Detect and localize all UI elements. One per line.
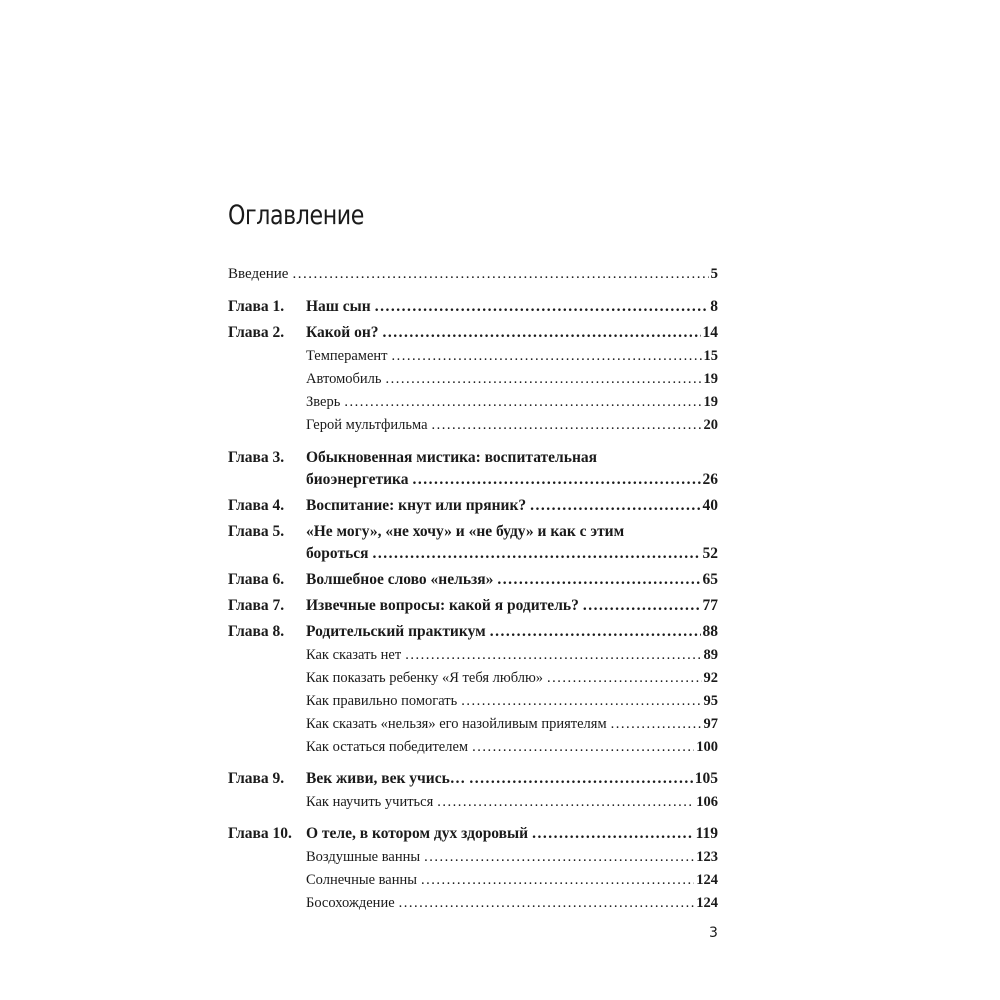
- chapter-title: «Не могу», «не хочу» и «не буду» и как с этим: [306, 523, 625, 540]
- section-title: Зверь: [306, 394, 341, 410]
- toc-chapter-3[interactable]: [228, 446, 718, 492]
- toc-page-number: 95: [703, 693, 718, 709]
- dot-leader: [383, 321, 701, 345]
- toc-page-number: 40: [702, 497, 718, 514]
- toc-section[interactable]: [228, 869, 718, 892]
- chapter-number: Глава 4.: [228, 497, 285, 514]
- toc-page-number: 97: [703, 716, 718, 732]
- toc-chapter-5[interactable]: [228, 520, 718, 566]
- toc-page-number: 20: [703, 417, 718, 433]
- toc-section[interactable]: [228, 414, 718, 437]
- toc-chapter-2[interactable]: [228, 321, 718, 345]
- page-number: 3: [709, 925, 718, 941]
- toc-section[interactable]: [228, 391, 718, 414]
- dot-leader: [421, 869, 694, 892]
- section-title: Воздушные ванны: [306, 849, 421, 865]
- section-title: Как остаться победителем: [306, 739, 469, 755]
- dot-leader: [583, 594, 701, 618]
- dot-leader: [547, 667, 701, 690]
- section-title: Как научить учиться: [306, 794, 434, 810]
- toc-section[interactable]: [228, 690, 718, 713]
- chapter-title: Родительский практикум: [306, 623, 486, 640]
- chapter-number: Глава 8.: [228, 623, 285, 640]
- toc-chapter-4[interactable]: [228, 494, 718, 518]
- toc-chapter-1[interactable]: [228, 295, 718, 319]
- toc-chapter-7[interactable]: [228, 594, 718, 618]
- dot-leader: [530, 494, 700, 518]
- dot-leader: [392, 345, 702, 368]
- toc-page-number: 5: [710, 266, 718, 282]
- dot-leader: [412, 468, 700, 492]
- toc-section[interactable]: [228, 846, 718, 869]
- dot-leader: [424, 846, 694, 869]
- toc-chapter-6[interactable]: [228, 568, 718, 592]
- dot-leader: [490, 620, 701, 644]
- dot-leader: [437, 791, 694, 814]
- page-title: Оглавление: [228, 200, 364, 231]
- section-title: Как сказать «нельзя» его назойливым приятелям: [306, 716, 607, 732]
- chapter-title-continued: бороться: [306, 545, 369, 562]
- toc-entry-title: Введение: [228, 266, 289, 282]
- chapter-number: Глава 7.: [228, 597, 285, 614]
- chapter-title: Наш сын: [306, 298, 371, 315]
- toc-page-number: 88: [702, 623, 718, 640]
- chapter-title: Воспитание: кнут или пряник?: [306, 497, 527, 514]
- toc-page-number: 92: [703, 670, 718, 686]
- toc-section[interactable]: [228, 667, 718, 690]
- chapter-title: Обыкновенная мистика: воспитательная: [306, 449, 598, 466]
- chapter-title: Извечные вопросы: какой я родитель?: [306, 597, 579, 614]
- section-title: Солнечные ванны: [306, 872, 418, 888]
- section-title: Как сказать нет: [306, 647, 402, 663]
- chapter-title: О теле, в котором дух здоровый: [306, 825, 529, 842]
- toc-section[interactable]: [228, 368, 718, 391]
- chapter-title: Волшебное слово «нельзя»: [306, 571, 494, 588]
- chapter-number: Глава 1.: [228, 298, 285, 315]
- dot-leader: [399, 892, 695, 915]
- toc-page-number: 14: [702, 324, 718, 341]
- table-of-contents: [228, 262, 718, 915]
- chapter-number: Глава 10.: [228, 825, 292, 842]
- toc-page-number: 52: [702, 545, 718, 562]
- toc-section[interactable]: [228, 345, 718, 368]
- toc-page-number: 123: [696, 849, 718, 865]
- dot-leader: [373, 542, 701, 566]
- toc-page-number: 77: [702, 597, 718, 614]
- chapter-number: Глава 9.: [228, 770, 285, 787]
- dot-leader: [386, 368, 702, 391]
- toc-page-number: 119: [695, 825, 718, 842]
- chapter-number: Глава 6.: [228, 571, 285, 588]
- section-title: Босохождение: [306, 895, 395, 911]
- toc-chapter-10[interactable]: [228, 822, 718, 846]
- chapter-number: Глава 2.: [228, 324, 285, 341]
- section-title: Как показать ребенку «Я тебя люблю»: [306, 670, 544, 686]
- section-title: Автомобиль: [306, 371, 382, 387]
- dot-leader: [405, 644, 701, 667]
- dot-leader: [344, 391, 701, 414]
- toc-section[interactable]: [228, 791, 718, 814]
- dot-leader: [469, 767, 692, 791]
- toc-section[interactable]: [228, 736, 718, 759]
- toc-page-number: 19: [703, 371, 718, 387]
- dot-leader: [497, 568, 700, 592]
- toc-entry-intro[interactable]: [228, 262, 718, 286]
- dot-leader: [375, 295, 709, 319]
- toc-page-number: 100: [696, 739, 718, 755]
- section-title: Герой мультфильма: [306, 417, 428, 433]
- toc-page-number: 106: [696, 794, 718, 810]
- toc-page-number: 124: [696, 872, 718, 888]
- chapter-title: Век живи, век учись…: [306, 770, 466, 787]
- chapter-title: Какой он?: [306, 324, 379, 341]
- dot-leader: [292, 262, 708, 286]
- toc-section[interactable]: [228, 892, 718, 915]
- dot-leader: [611, 713, 702, 736]
- toc-page-number: 19: [703, 394, 718, 410]
- dot-leader: [461, 690, 701, 713]
- dot-leader: [532, 822, 694, 846]
- toc-chapter-8[interactable]: [228, 620, 718, 644]
- toc-section[interactable]: [228, 713, 718, 736]
- section-title: Темперамент: [306, 348, 388, 364]
- toc-page-number: 65: [702, 571, 718, 588]
- toc-page-number: 124: [696, 895, 718, 911]
- dot-leader: [472, 736, 694, 759]
- section-title: Как правильно помогать: [306, 693, 458, 709]
- toc-page-number: 89: [703, 647, 718, 663]
- toc-chapter-9[interactable]: [228, 767, 718, 791]
- chapter-number: Глава 5.: [228, 523, 285, 540]
- chapter-number: Глава 3.: [228, 449, 285, 466]
- toc-page-number: 26: [702, 471, 718, 488]
- chapter-title-continued: биоэнергетика: [306, 471, 409, 488]
- toc-page-number: 105: [694, 770, 718, 787]
- toc-section[interactable]: [228, 644, 718, 667]
- toc-page-number: 8: [710, 298, 718, 315]
- dot-leader: [432, 414, 702, 437]
- toc-page-number: 15: [703, 348, 718, 364]
